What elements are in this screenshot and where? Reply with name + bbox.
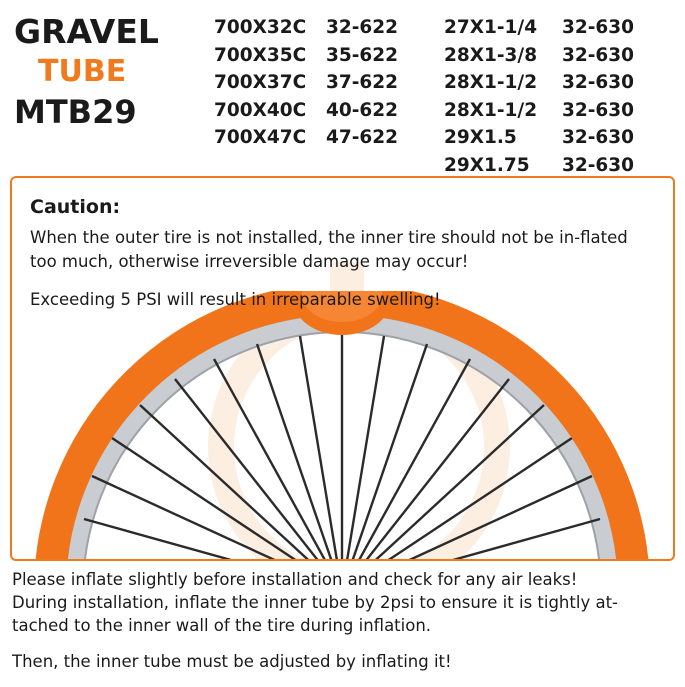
size-row bbox=[444, 97, 679, 125]
size-spec: 27X1-1/4 bbox=[444, 17, 538, 38]
size-iso: 47-622 bbox=[326, 127, 399, 148]
caution-paragraph-2: Exceeding 5 PSI will result in irreparable swelling! bbox=[30, 290, 441, 309]
caution-title: Caution: bbox=[30, 196, 121, 218]
footer-instructions bbox=[12, 568, 672, 673]
footer-line-1: Please inflate slightly before installation and check for any air leaks! bbox=[12, 570, 578, 589]
size-iso: 32-630 bbox=[562, 127, 635, 148]
bicycle-wheel-illustration bbox=[12, 291, 673, 561]
size-iso: 32-622 bbox=[326, 17, 399, 38]
size-row bbox=[444, 42, 679, 70]
size-iso: 32-630 bbox=[562, 17, 635, 38]
size-spec: 28X1-1/2 bbox=[444, 72, 538, 93]
size-row bbox=[444, 124, 679, 152]
size-iso: 32-630 bbox=[562, 154, 635, 176]
product-title-block bbox=[14, 8, 214, 132]
size-row bbox=[214, 124, 444, 152]
size-row bbox=[444, 14, 679, 42]
size-spec: 28X1-3/8 bbox=[444, 44, 538, 66]
size-iso: 35-622 bbox=[326, 44, 399, 66]
size-row bbox=[214, 42, 444, 70]
footer-line-3: Then, the inner tube must be adjusted by inflating it! bbox=[12, 652, 452, 671]
page-title-tube: TUBE bbox=[38, 54, 127, 89]
page-title-gravel: GRAVEL bbox=[14, 12, 159, 51]
size-row bbox=[214, 14, 444, 42]
size-row bbox=[444, 152, 679, 180]
size-spec: 700X47C bbox=[214, 127, 307, 148]
footer-line-2: During installation, inflate the inner tube by 2psi to ensure it is tightly at-tached to the inner wall of the tire during inflation. bbox=[12, 593, 618, 635]
size-row bbox=[214, 97, 444, 125]
size-spec: 29X1.5 bbox=[444, 127, 517, 148]
size-table-left bbox=[214, 8, 444, 152]
size-spec: 700X35C bbox=[214, 44, 307, 66]
size-row bbox=[214, 69, 444, 97]
size-spec: 28X1-1/2 bbox=[444, 99, 538, 121]
size-iso: 37-622 bbox=[326, 72, 399, 93]
size-spec: 29X1.75 bbox=[444, 154, 530, 176]
size-table-right bbox=[444, 8, 679, 179]
caution-paragraph-1: When the outer tire is not installed, the inner tire should not be in-flated too much, otherwise irreversible damage may occur! bbox=[30, 228, 628, 271]
size-spec: 700X37C bbox=[214, 72, 307, 93]
size-spec: 700X40C bbox=[214, 99, 307, 121]
caution-box bbox=[10, 176, 675, 561]
size-row bbox=[444, 69, 679, 97]
size-iso: 40-622 bbox=[326, 99, 399, 121]
page-title-mtb29: MTB29 bbox=[14, 93, 137, 131]
size-spec: 700X32C bbox=[214, 17, 307, 38]
caution-text-block bbox=[12, 178, 673, 312]
size-iso: 32-630 bbox=[562, 72, 635, 93]
size-iso: 32-630 bbox=[562, 99, 635, 121]
header bbox=[0, 0, 685, 176]
size-iso: 32-630 bbox=[562, 44, 635, 66]
